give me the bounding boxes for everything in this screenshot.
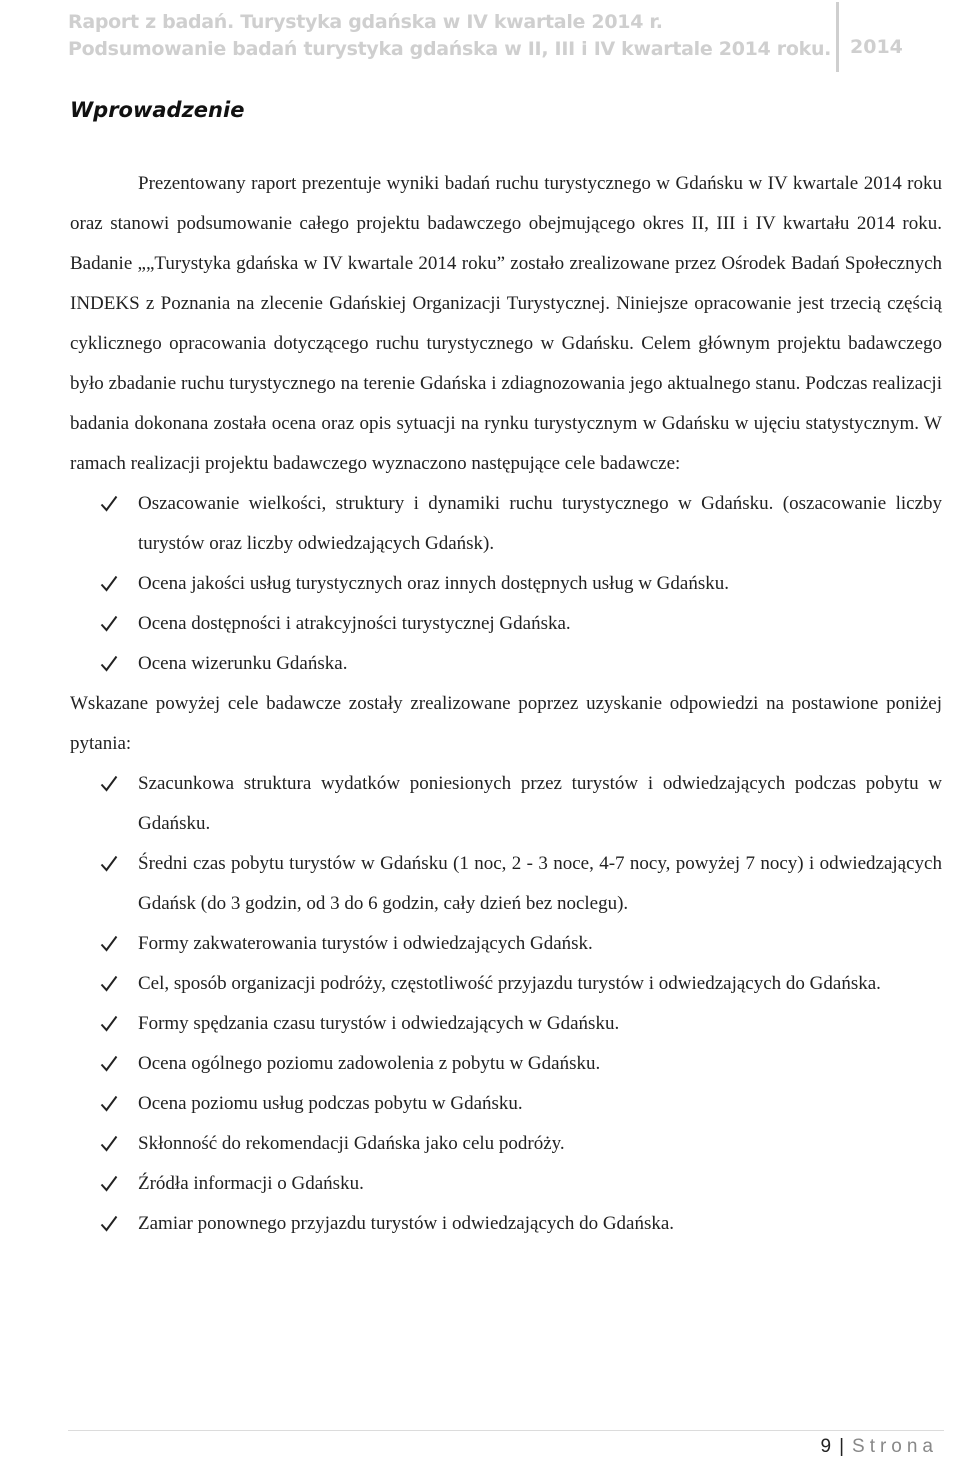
document-body	[70, 164, 942, 1244]
check-icon	[100, 764, 120, 804]
page-header	[0, 0, 960, 72]
intro-paragraph: Prezentowany raport prezentuje wyniki badań ruchu turystycznego w Gdańsku w IV kwartale 2014 roku oraz stanowi podsumowanie całego projektu badawczego obejmującego okres II, III i IV kwartału 2014 roku. Badanie „„Turystyka gdańska w IV kwartale 2014 roku” zostało zrealizowane przez Ośrodek Badań Społecznych INDEKS z Poznania na zlecenie Gdańskiej Organizacji Turystycznej. Niniejsze opracowanie jest trzecią częścią cyklicznego opracowania dotyczącego ruchu turystycznego w Gdańsku. Celem głównym projektu badawczego było zbadanie ruchu turystycznego na terenie Gdańska i zdiagnozowania jego aktualnego stanu. Podczas realizacji badania dokonana została ocena oraz opis sytuacji na rynku turystycznym w Gdańsku w ujęciu statystycznym. W ramach realizacji projektu badawczego wyznaczono następujące cele badawcze:	[70, 173, 942, 474]
goal-text: Oszacowanie wielkości, struktury i dynamiki ruchu turystycznego w Gdańsku. (oszacowanie liczby turystów oraz liczby odwiedzających Gdańsk).	[138, 493, 942, 554]
list-item	[70, 964, 942, 1004]
header-title-line2: Podsumowanie badań turystyka gdańska w II, III i IV kwartale 2014 roku.	[68, 38, 832, 60]
list-item	[70, 844, 942, 924]
list-item	[70, 1124, 942, 1164]
list-item	[70, 764, 942, 844]
list-item	[70, 1004, 942, 1044]
list-item	[70, 484, 942, 564]
check-icon	[100, 644, 120, 684]
list-item	[70, 924, 942, 964]
check-icon	[100, 1204, 120, 1244]
list-item	[70, 604, 942, 644]
footer-separator: |	[839, 1436, 845, 1457]
list-item	[70, 644, 942, 684]
header-divider	[836, 2, 839, 72]
goals-list	[70, 484, 942, 684]
list-item	[70, 564, 942, 604]
goal-text: Ocena dostępności i atrakcyjności turystycznej Gdańska.	[138, 613, 571, 634]
check-icon	[100, 564, 120, 604]
check-icon	[100, 1044, 120, 1084]
footer-divider	[68, 1430, 944, 1431]
check-icon	[100, 1004, 120, 1044]
goal-text: Ocena jakości usług turystycznych oraz innych dostępnych usług w Gdańsku.	[138, 573, 729, 594]
check-icon	[100, 604, 120, 644]
question-text: Skłonność do rekomendacji Gdańska jako celu podróży.	[138, 1133, 565, 1154]
question-text: Formy zakwaterowania turystów i odwiedzających Gdańsk.	[138, 933, 593, 954]
check-icon	[100, 1084, 120, 1124]
page-footer	[821, 1436, 939, 1458]
question-text: Średni czas pobytu turystów w Gdańsku (1 noc, 2 - 3 noce, 4-7 nocy, powyżej 7 nocy) i odwiedzających Gdańsk (do 3 godzin, od 3 do 6 godzin, cały dzień bez noclegu).	[138, 853, 942, 914]
header-year: 2014	[850, 36, 903, 58]
page-label: Strona	[852, 1436, 938, 1457]
check-icon	[100, 964, 120, 1004]
check-icon	[100, 844, 120, 884]
check-icon	[100, 924, 120, 964]
questions-intro-paragraph: Wskazane powyżej cele badawcze zostały zrealizowane poprzez uzyskanie odpowiedzi na postawione poniżej pytania:	[70, 693, 942, 754]
list-item	[70, 1044, 942, 1084]
check-icon	[100, 484, 120, 524]
header-titles	[68, 9, 832, 63]
list-item	[70, 1204, 942, 1244]
question-text: Zamiar ponownego przyjazdu turystów i odwiedzających do Gdańska.	[138, 1213, 675, 1234]
question-text: Formy spędzania czasu turystów i odwiedzających w Gdańsku.	[138, 1013, 620, 1034]
question-text: Ocena poziomu usług podczas pobytu w Gdańsku.	[138, 1093, 523, 1114]
check-icon	[100, 1164, 120, 1204]
list-item	[70, 1164, 942, 1204]
questions-list	[70, 764, 942, 1244]
list-item	[70, 1084, 942, 1124]
goal-text: Ocena wizerunku Gdańska.	[138, 653, 348, 674]
question-text: Szacunkowa struktura wydatków poniesionych przez turystów i odwiedzających podczas pobytu w Gdańsku.	[138, 773, 942, 834]
section-heading: Wprowadzenie	[70, 98, 245, 122]
page-number: 9	[820, 1436, 832, 1457]
question-text: Źródła informacji o Gdańsku.	[138, 1173, 364, 1194]
header-title-line1: Raport z badań. Turystyka gdańska w IV kwartale 2014 r.	[68, 11, 663, 33]
question-text: Cel, sposób organizacji podróży, częstotliwość przyjazdu turystów i odwiedzających do Gdańska.	[138, 973, 881, 994]
check-icon	[100, 1124, 120, 1164]
question-text: Ocena ogólnego poziomu zadowolenia z pobytu w Gdańsku.	[138, 1053, 601, 1074]
